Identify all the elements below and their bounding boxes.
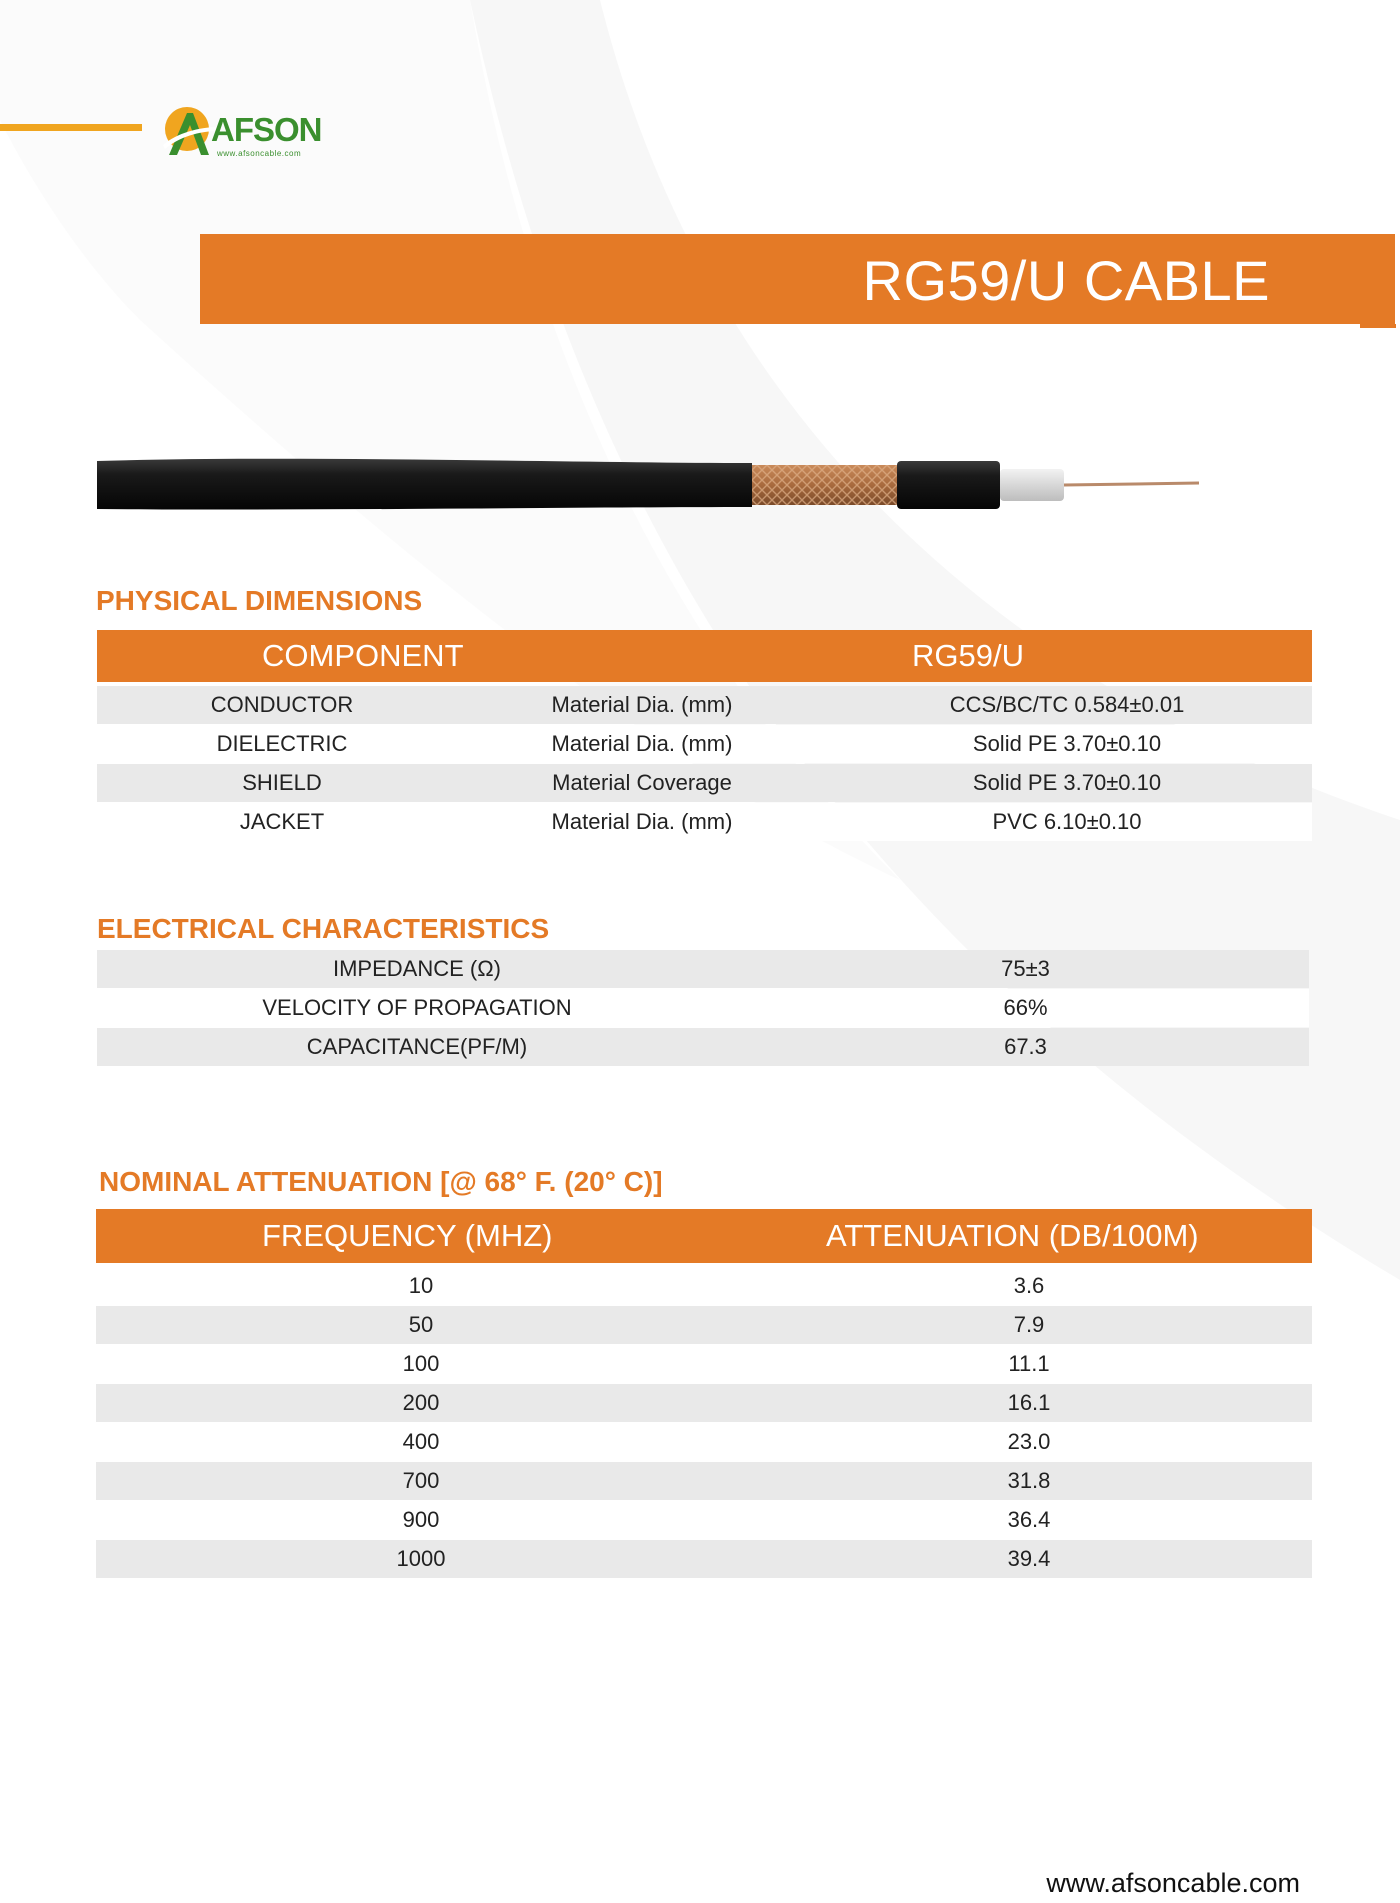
header-frequency: FREQUENCY (MHZ)	[262, 1218, 553, 1253]
electrical-row	[97, 950, 1309, 988]
property-label-cell: CAPACITANCE(PF/M)	[306, 1034, 528, 1059]
electrical-table	[97, 950, 1309, 1066]
electrical-heading: ELECTRICAL CHARACTERISTICS	[97, 913, 550, 944]
property-cell: Material Dia. (mm)	[551, 731, 733, 756]
attenuation-row	[96, 1345, 1312, 1383]
frequency-cell: 200	[402, 1390, 440, 1415]
attenuation-cell: 39.4	[1007, 1546, 1051, 1571]
attenuation-row	[96, 1267, 1312, 1305]
attenuation-row	[96, 1384, 1312, 1422]
frequency-cell: 900	[402, 1507, 440, 1532]
attenuation-cell: 7.9	[1013, 1312, 1045, 1337]
value-cell: Solid PE 3.70±0.10	[972, 770, 1162, 795]
value-cell: CCS/BC/TC 0.584±0.01	[949, 692, 1185, 717]
attenuation-row	[96, 1540, 1312, 1578]
component-cell: JACKET	[239, 809, 325, 834]
frequency-cell: 400	[402, 1429, 440, 1454]
component-cell: DIELECTRIC	[216, 731, 348, 756]
header-component: COMPONENT	[262, 638, 464, 673]
frequency-cell: 10	[408, 1273, 434, 1298]
property-cell: Material Coverage	[552, 770, 732, 795]
brand-url-small: www.afsoncable.com	[217, 149, 302, 158]
frequency-cell: 50	[408, 1312, 434, 1337]
property-cell: Material Dia. (mm)	[551, 692, 733, 717]
logo-accent-line	[0, 124, 142, 131]
component-cell: CONDUCTOR	[210, 692, 354, 717]
property-value-cell: 67.3	[1004, 1034, 1047, 1059]
attenuation-heading: NOMINAL ATTENUATION [@ 68° F. (20° C)]	[99, 1166, 663, 1197]
attenuation-cell: 36.4	[1007, 1507, 1051, 1532]
afson-logo	[163, 105, 333, 161]
property-value-cell: 66%	[1003, 995, 1048, 1020]
header-attenuation: ATTENUATION (DB/100M)	[826, 1218, 1199, 1253]
property-cell: Material Dia. (mm)	[551, 809, 733, 834]
attenuation-row	[96, 1306, 1312, 1344]
attenuation-table	[96, 1209, 1312, 1575]
property-label-cell: IMPEDANCE (Ω)	[332, 956, 501, 981]
value-cell: Solid PE 3.70±0.10	[972, 731, 1162, 756]
attenuation-row	[96, 1462, 1312, 1500]
electrical-row	[97, 1028, 1309, 1066]
cable-image	[97, 455, 1207, 515]
property-label-cell: VELOCITY OF PROPAGATION	[262, 995, 572, 1020]
physical-header-row	[97, 630, 1312, 682]
physical-row	[97, 764, 1312, 802]
electrical-row	[97, 989, 1309, 1027]
attenuation-header-row	[96, 1209, 1312, 1263]
footer-url: www.afsoncable.com	[1046, 1868, 1300, 1898]
attenuation-row	[96, 1423, 1312, 1461]
property-value-cell: 75±3	[1001, 956, 1050, 981]
value-cell: PVC 6.10±0.10	[992, 809, 1142, 834]
physical-row	[97, 803, 1312, 841]
physical-heading: PHYSICAL DIMENSIONS	[96, 585, 423, 616]
physical-row	[97, 686, 1312, 724]
attenuation-cell: 16.1	[1007, 1390, 1051, 1415]
brand-name: AFSON	[211, 111, 322, 148]
frequency-cell: 700	[402, 1468, 440, 1493]
attenuation-cell: 31.8	[1007, 1468, 1051, 1493]
title-bar	[200, 234, 1395, 324]
attenuation-cell: 23.0	[1007, 1429, 1051, 1454]
frequency-cell: 1000	[396, 1546, 446, 1571]
page-title: RG59/U CABLE	[862, 249, 1270, 312]
title-bar-notch	[1360, 324, 1396, 328]
header-model: RG59/U	[912, 638, 1024, 673]
attenuation-row	[96, 1501, 1312, 1539]
physical-row	[97, 725, 1312, 763]
frequency-cell: 100	[402, 1351, 440, 1376]
attenuation-cell: 11.1	[1008, 1351, 1050, 1376]
physical-table	[97, 630, 1312, 840]
component-cell: SHIELD	[242, 770, 322, 795]
attenuation-cell: 3.6	[1013, 1273, 1045, 1298]
